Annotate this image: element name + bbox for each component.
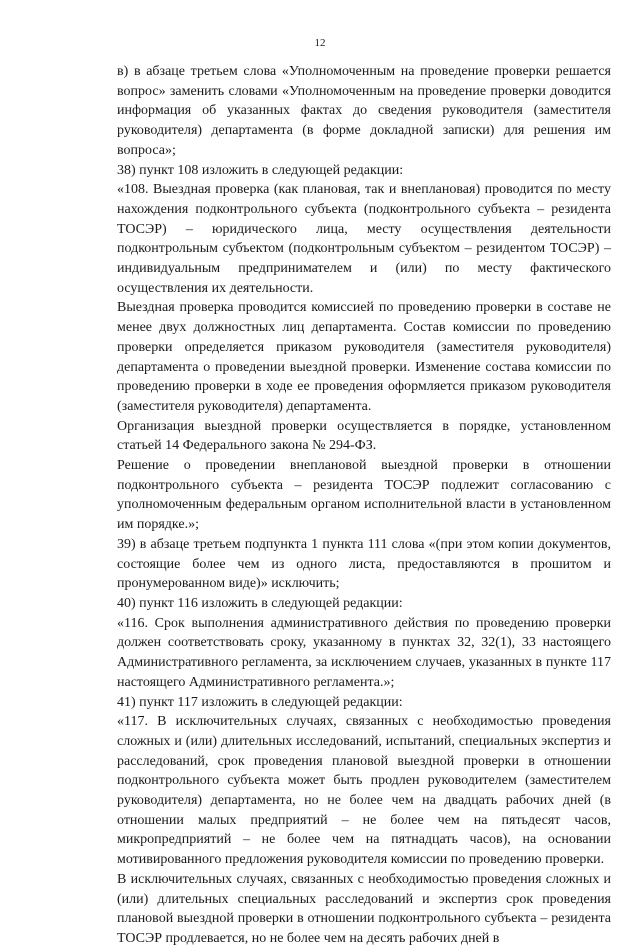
paragraph: Организация выездной проверки осуществляется в порядке, установленном статьей 14 Федерального закона № 294-ФЗ.	[117, 418, 611, 454]
page-number: 12	[314, 37, 326, 49]
paragraph: 38) пункт 108 изложить в следующей редакции:	[117, 162, 404, 178]
paragraph: Решение о проведении внеплановой выездной проверки в отношении подконтрольного субъекта – резидента ТОСЭР подлежит согласованию с уполномоченным федеральным органом исполнительной власти в установленном им порядке.»;	[117, 458, 611, 533]
document-body	[117, 62, 611, 949]
paragraph: Выездная проверка проводится комиссией по проведению проверки в составе не менее двух должностных лиц департамента. Состав комиссии по проведению проверки определяется приказом руководителя (заместителя руководителя) департамента о проведении выездной проверки. Изменение состава комиссии по проведению проверки в ходе ее проведения оформляется приказом руководителя (заместителя руководителя) департамента.	[117, 300, 611, 414]
paragraph: 41) пункт 117 изложить в следующей редакции:	[117, 694, 403, 710]
paragraph: в) в абзаце третьем слова «Уполномоченным на проведение проверки решается вопрос» заменить словами «Уполномоченным на проведение проверки доводится информация об указанных фактах до сведения руководителя (заместителя руководителя) департамента (в форме докладной записки) для решения им вопроса»;	[117, 64, 611, 158]
paragraph: «116. Срок выполнения административного действия по проведению проверки должен соответствовать сроку, указанному в пунктах 32, 32(1), 33 настоящего Административного регламента, за исключением случаев, указанных в пункте 117 настоящего Административного регламента.»;	[117, 615, 611, 690]
paragraph: «108. Выездная проверка (как плановая, так и внеплановая) проводится по месту нахождения подконтрольного субъекта (подконтрольного субъекта – резидента ТОСЭР) – юридического лица, месту осуществления деятельности подконтрольным субъектом (подконтрольным субъектом – резидентом ТОСЭР) – индивидуальным предпринимателем и (или) по месту фактического осуществления их деятельности.	[117, 182, 611, 296]
paragraph: 39) в абзаце третьем подпункта 1 пункта 111 слова «(при этом копии документов, состоящие более чем из одного листа, предоставляются в прошитом и пронумерованном виде)» исключить;	[117, 536, 611, 592]
paragraph: 40) пункт 116 изложить в следующей редакции:	[117, 595, 403, 611]
paragraph: «117. В исключительных случаях, связанных с необходимостью проведения сложных и (или) длительных исследований, испытаний, специальных экспертиз и расследований, срок проведения плановой выездной проверки в отношении подконтрольного субъекта может быть продлен руководителем (заместителем руководителя) департамента, но не более чем на двадцать рабочих дней (в отношении малых предприятий – не более чем на пятьдесят часов, микропредприятий – не более чем на пятнадцать часов), на основании мотивированного предложения руководителя комиссии по проведению проверки.	[117, 714, 611, 868]
paragraph: В исключительных случаях, связанных с необходимостью проведения сложных и (или) длительных специальных расследований и экспертиз срок проведения плановой выездной проверки в отношении подконтрольного субъекта – резидента ТОСЭР продлевается, но не более чем на десять рабочих дней в	[117, 871, 611, 946]
